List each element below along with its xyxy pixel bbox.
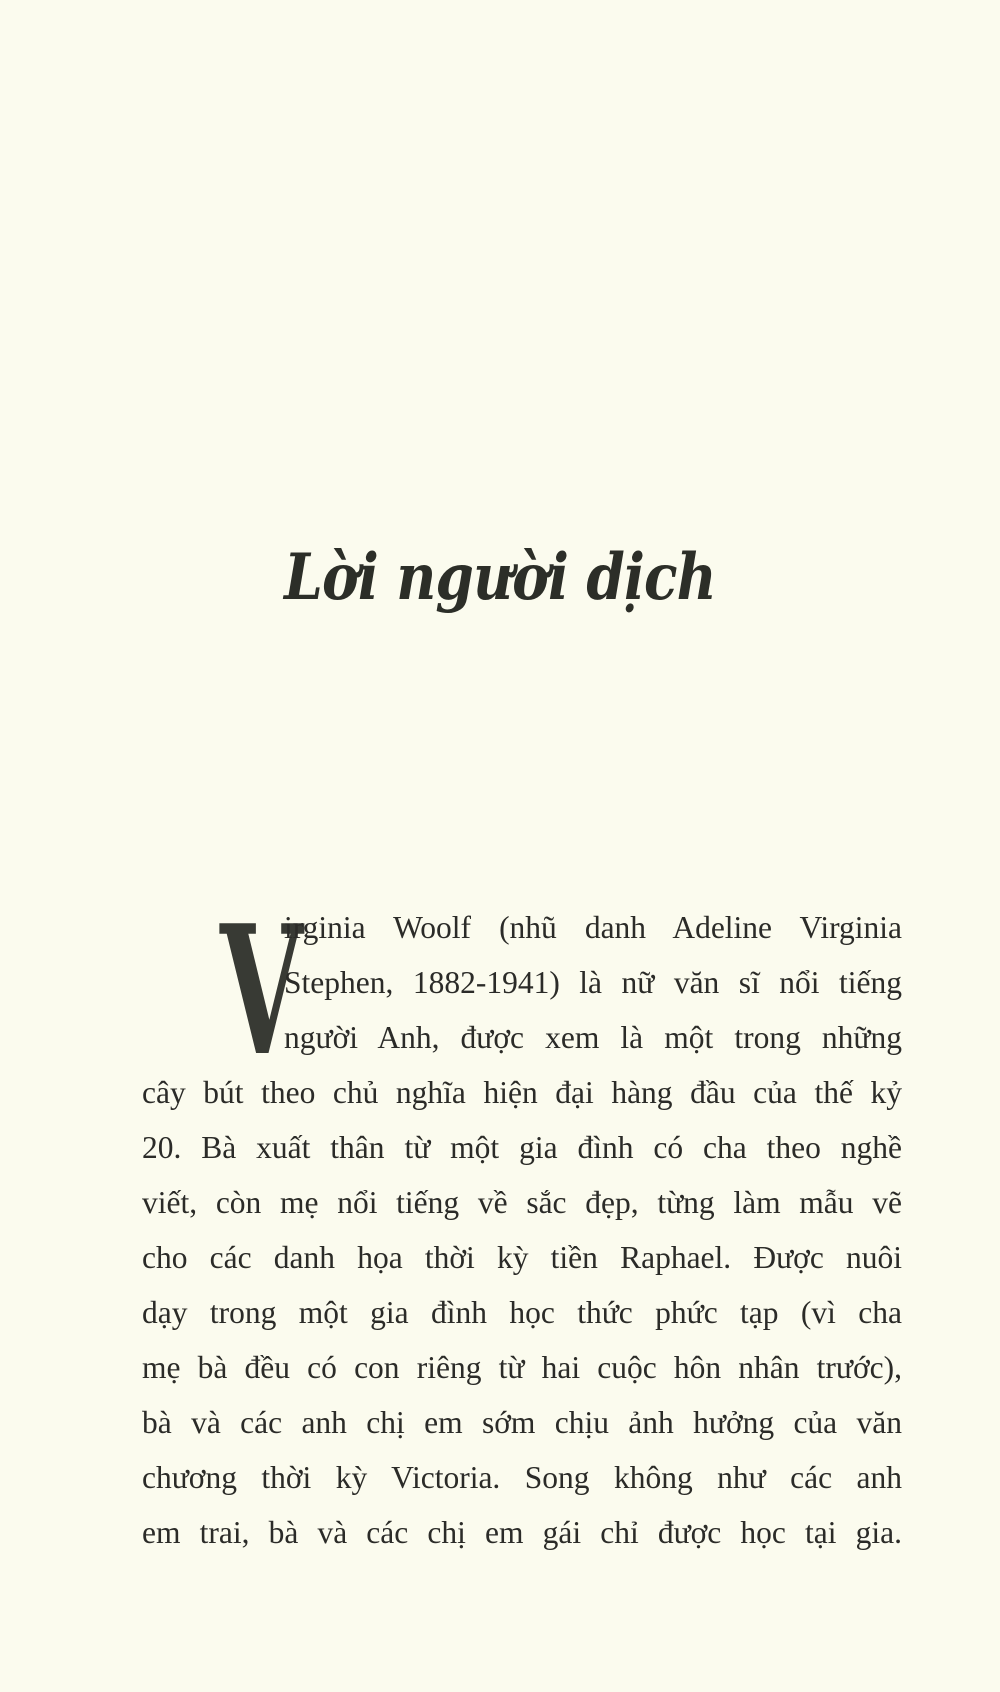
body-paragraph [142, 886, 902, 1560]
text-line: viết, còn mẹ nổi tiếng về sắc đẹp, từng làm mẫu vẽ [142, 1185, 902, 1220]
text-line: mẹ bà đều có con riêng từ hai cuộc hôn nhân trước), [142, 1350, 902, 1385]
text-line: cây bút theo chủ nghĩa hiện đại hàng đầu của thế kỷ [142, 1075, 902, 1110]
text-line: em trai, bà và các chị em gái chỉ được học tại gia. [142, 1515, 902, 1550]
text-line: người Anh, được xem là một trong những [284, 1020, 902, 1055]
text-line: Stephen, 1882-1941) là nữ văn sĩ nổi tiếng [284, 965, 902, 1000]
drop-cap-letter: V [220, 886, 303, 1095]
text-line: dạy trong một gia đình học thức phức tạp (vì cha [142, 1295, 902, 1330]
text-line: bà và các anh chị em sớm chịu ảnh hưởng của văn [142, 1405, 902, 1440]
text-line: irginia Woolf (nhũ danh Adeline Virginia [284, 910, 902, 945]
text-line: cho các danh họa thời kỳ tiền Raphael. Được nuôi [142, 1240, 902, 1275]
text-line: 20. Bà xuất thân từ một gia đình có cha theo nghề [142, 1130, 902, 1165]
page-title: Lời người dịch [284, 540, 716, 615]
text-line: chương thời kỳ Victoria. Song không như các anh [142, 1460, 902, 1495]
